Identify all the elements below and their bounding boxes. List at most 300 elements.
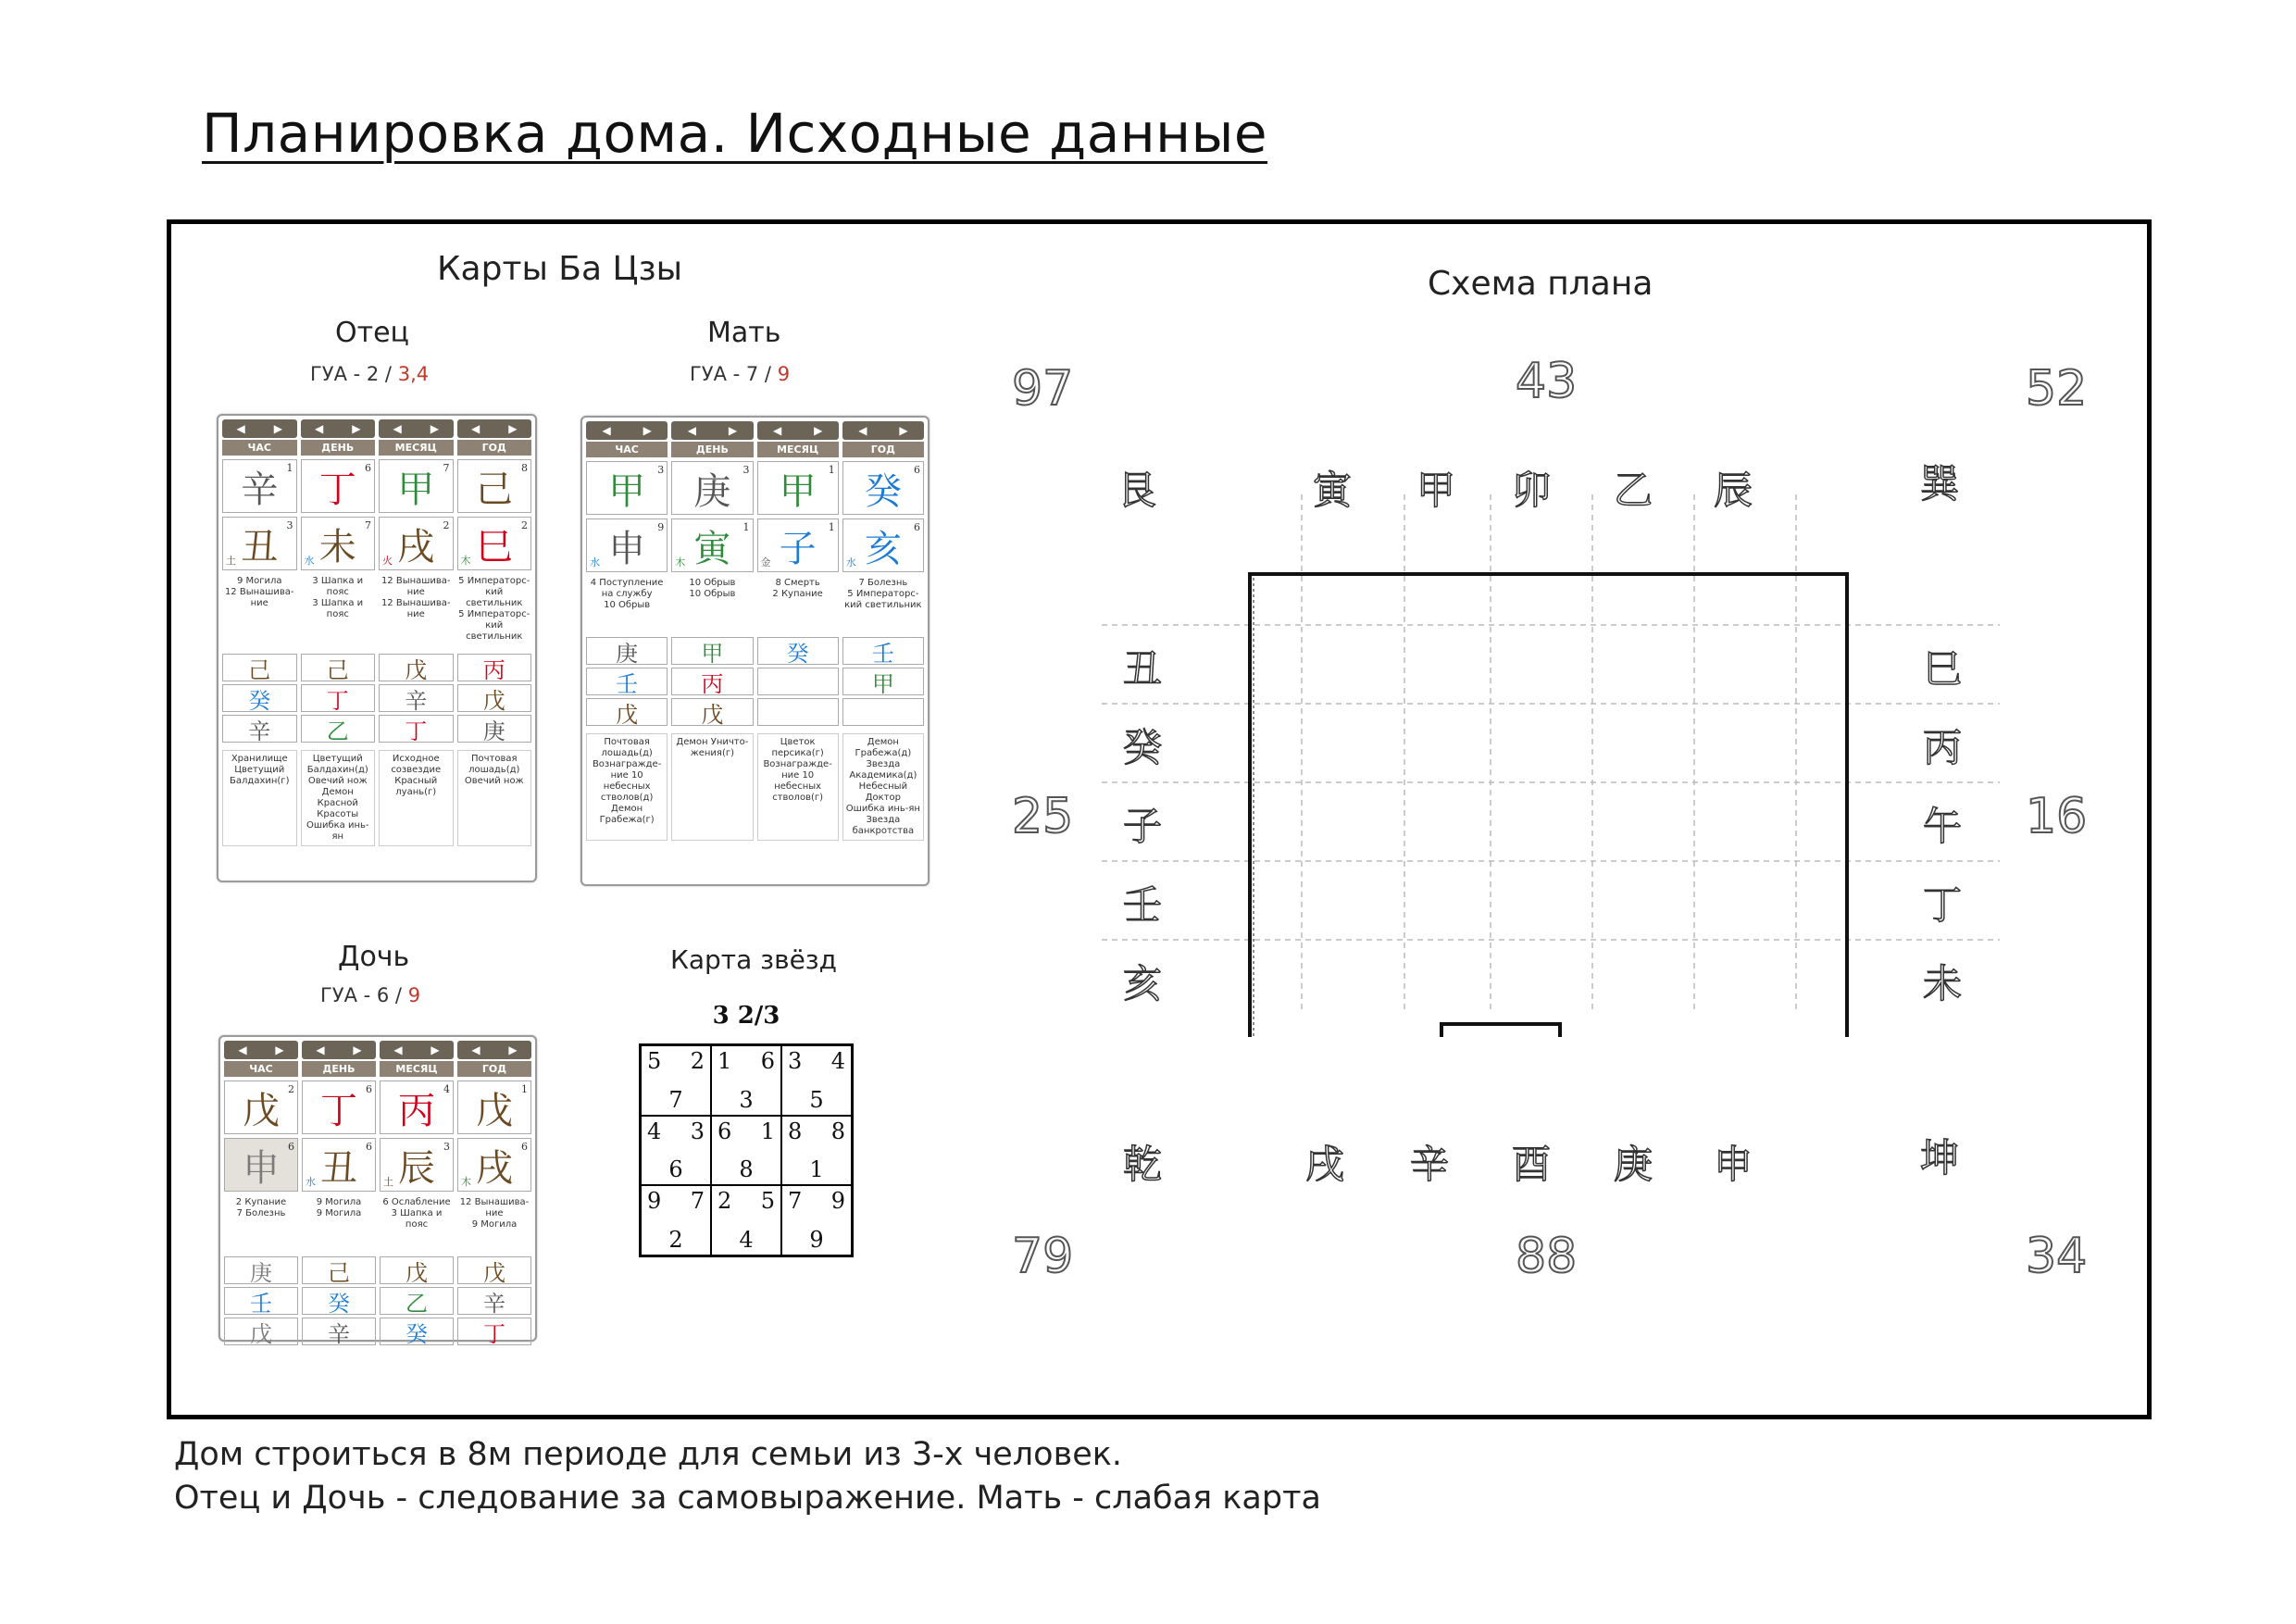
star-map-cell <box>711 1185 781 1255</box>
hidden-stem: 戊 <box>457 1256 531 1284</box>
hidden-stem: 壬 <box>842 637 924 665</box>
hidden-stem: 戊 <box>379 654 454 681</box>
nav-arrows <box>224 1041 298 1059</box>
plan-left-label: 癸 <box>1123 725 1163 770</box>
heavenly-stem <box>222 459 297 513</box>
star-number-tl: 5 <box>647 1048 662 1074</box>
pillar-column <box>457 459 532 644</box>
nav-arrows <box>301 419 376 438</box>
house-outline <box>1250 574 1847 1037</box>
hidden-stem <box>842 698 924 726</box>
branch-number: 6 <box>288 1141 294 1153</box>
next-arrow-icon[interactable]: ▶ <box>273 422 282 435</box>
life-stage-note: 12 Вынашива- ние 12 Вынашива- ние <box>381 576 451 619</box>
heavenly-stem <box>301 459 376 513</box>
star-map-cell <box>641 1116 711 1186</box>
branch-glyph: 亥 <box>864 527 902 570</box>
stem-glyph: 丁 <box>318 468 356 511</box>
symbolic-star-list: Демон Уничто- жения(г) <box>671 733 753 841</box>
branch-glyph: 丑 <box>241 525 279 568</box>
star-number-tl: 1 <box>718 1048 732 1074</box>
star-number-tr: 3 <box>690 1118 705 1144</box>
earthly-branch <box>842 518 924 572</box>
stem-glyph: 戊 <box>476 1089 513 1132</box>
stem-glyph: 甲 <box>397 468 435 511</box>
next-arrow-icon[interactable]: ▶ <box>352 422 361 435</box>
pillar-headers <box>582 440 928 459</box>
bazi-card-daughter <box>218 1035 537 1347</box>
plan-bottom-label: 坤 <box>1920 1135 1960 1181</box>
star-number-bc: 3 <box>739 1086 754 1113</box>
heavenly-stem <box>671 461 753 515</box>
nav-arrows <box>671 421 753 440</box>
pillar-column <box>301 459 376 644</box>
hidden-stem-column <box>380 1256 454 1345</box>
next-arrow-icon[interactable]: ▶ <box>275 1043 284 1056</box>
hidden-stem: 壬 <box>586 668 668 695</box>
plan-top-label: 巽 <box>1920 461 1960 506</box>
plan-bottom-label: 辛 <box>1410 1142 1450 1187</box>
hidden-stem-column <box>457 654 532 743</box>
father-gua <box>310 363 429 385</box>
branch-glyph: 子 <box>779 527 817 570</box>
hidden-stem: 丁 <box>457 1318 531 1345</box>
hidden-stem: 癸 <box>380 1318 454 1345</box>
next-arrow-icon[interactable]: ▶ <box>643 424 652 437</box>
symbolic-star-list: Цветок персика(г) Вознагражде- ние 10 небесных стволов(г) <box>757 733 839 841</box>
star-number-tl: 4 <box>647 1118 662 1144</box>
earthly-branch <box>224 1138 298 1192</box>
gua-red-value: 9 <box>777 363 791 385</box>
hidden-stem: 丁 <box>379 715 454 743</box>
life-stage-note: 9 Могила 9 Могила <box>316 1197 362 1218</box>
plan-bottom-label: 戌 <box>1305 1142 1345 1187</box>
gua-value: ГУА - 6 / <box>320 984 403 1006</box>
prev-arrow-icon[interactable]: ◀ <box>471 422 480 435</box>
prev-arrow-icon[interactable]: ◀ <box>471 1043 480 1056</box>
nav-arrows <box>757 421 839 440</box>
stem-number: 3 <box>657 464 665 476</box>
stem-glyph: 戊 <box>243 1089 280 1132</box>
star-map-cell <box>711 1045 781 1116</box>
branch-glyph: 戌 <box>397 525 435 568</box>
branch-element: 木 <box>675 556 686 568</box>
pillar-column <box>224 1081 298 1247</box>
earthly-branch <box>457 517 532 570</box>
prev-arrow-icon[interactable]: ◀ <box>687 424 696 437</box>
pillar-header: ГОД <box>457 440 532 456</box>
hidden-stem-column <box>224 1256 298 1345</box>
hidden-stem: 辛 <box>379 684 454 712</box>
earthly-branch <box>586 518 668 572</box>
next-arrow-icon[interactable]: ▶ <box>353 1043 362 1056</box>
footer-line-2: Отец и Дочь - следование за самовыражение. Мать - слабая карта <box>174 1480 1321 1517</box>
nav-arrows <box>222 419 297 438</box>
heavenly-stem <box>457 1081 531 1134</box>
prev-arrow-icon[interactable]: ◀ <box>393 422 402 435</box>
star-number-tr: 8 <box>830 1118 845 1144</box>
gua-value: ГУА - 7 / <box>690 363 772 385</box>
branch-number: 1 <box>742 521 750 533</box>
hidden-stem-column <box>671 637 753 726</box>
branch-number: 3 <box>443 1141 450 1153</box>
plan-left-label: 子 <box>1123 804 1163 849</box>
branch-glyph: 申 <box>608 527 646 570</box>
stem-glyph: 丁 <box>320 1089 357 1132</box>
pillar-header: ДЕНЬ <box>302 1061 376 1077</box>
plan-top-label: 辰 <box>1714 468 1753 513</box>
pillar-header: ДЕНЬ <box>671 442 753 457</box>
life-stage-note: 8 Смерть 2 Купание <box>772 578 823 599</box>
hidden-stem: 己 <box>301 654 376 681</box>
plan-grid <box>1092 481 2009 1037</box>
branch-number: 7 <box>365 519 371 531</box>
branch-element: 水 <box>306 1176 316 1188</box>
star-map-cell <box>641 1045 711 1116</box>
star-map-cell <box>641 1185 711 1255</box>
father-label: Отец <box>335 317 409 349</box>
hidden-stem: 庚 <box>586 637 668 665</box>
plan-title: Схема плана <box>1428 265 1653 303</box>
pillars <box>220 1079 535 1249</box>
life-stage-note: 10 Обрыв 10 Обрыв <box>689 578 736 599</box>
hidden-stem: 辛 <box>457 1287 531 1315</box>
earthly-branch <box>302 1138 376 1192</box>
branch-number: 3 <box>286 519 293 531</box>
star-number-bc: 8 <box>739 1156 754 1183</box>
star-number-tr: 7 <box>690 1188 705 1215</box>
gua-red-value: 9 <box>407 984 421 1006</box>
pillar-header: МЕСЯЦ <box>379 440 454 456</box>
star-map-cell <box>781 1185 852 1255</box>
hidden-stem: 癸 <box>222 684 297 712</box>
symbolic-star-list: Демон Грабежа(д) Звезда Академика(д) Небесный Доктор Ошибка инь-ян Звезда банкротства <box>842 733 924 841</box>
nav-arrows <box>457 419 532 438</box>
life-stage-note: 3 Шапка и пояс 3 Шапка и пояс <box>312 576 364 619</box>
star-number-bc: 4 <box>739 1226 754 1253</box>
gua-red-value: 3,4 <box>397 363 430 385</box>
star-number-bc: 7 <box>668 1086 683 1113</box>
star-number-tr: 4 <box>830 1048 845 1074</box>
heavenly-stem <box>757 461 839 515</box>
hidden-stem-column <box>842 637 924 726</box>
life-stage-note: 7 Болезнь 5 Императорс- кий светильник <box>844 578 922 610</box>
next-arrow-icon[interactable]: ▶ <box>430 1043 440 1056</box>
heavenly-stem <box>380 1081 454 1134</box>
pillar-column <box>671 461 753 628</box>
prev-arrow-icon[interactable]: ◀ <box>238 1043 247 1056</box>
hidden-stem: 己 <box>222 654 297 681</box>
pillar-headers <box>220 1059 535 1079</box>
pillar-header: ГОД <box>842 442 924 457</box>
bazi-card-mother <box>580 416 930 886</box>
life-stage-note: 6 Ослабление 3 Шапка и пояс <box>382 1197 451 1230</box>
plan-right-label: 午 <box>1923 804 1963 849</box>
next-arrow-icon[interactable]: ▶ <box>430 422 439 435</box>
symbolic-star-list: Хранилище Цветущий Балдахин(г) <box>222 750 297 846</box>
card-nav <box>582 418 928 440</box>
life-stage-note: 12 Вынашива- ние 9 Могила <box>459 1197 530 1230</box>
star-map-header: 3 2/3 <box>712 1002 780 1030</box>
life-stage-note: 5 Императорс- кий светильник 5 Императорс- кий светильник <box>458 576 530 642</box>
hidden-stems <box>582 630 928 728</box>
pillars <box>582 459 928 630</box>
bazi-section-title: Карты Ба Цзы <box>437 250 683 288</box>
symbolic-stars <box>582 728 928 846</box>
stem-glyph: 己 <box>475 468 513 511</box>
hidden-stem-column <box>222 654 297 743</box>
hidden-stem <box>757 668 839 695</box>
stem-number: 7 <box>443 462 450 474</box>
mother-label: Мать <box>707 317 781 349</box>
hidden-stem: 丁 <box>301 684 376 712</box>
branch-element: 土 <box>383 1176 393 1188</box>
hidden-stem: 戊 <box>586 698 668 726</box>
pillars <box>218 457 535 646</box>
hidden-stem-column <box>457 1256 531 1345</box>
hidden-stem-column <box>302 1256 376 1345</box>
plan-top-label: 乙 <box>1614 468 1653 513</box>
prev-arrow-icon[interactable]: ◀ <box>858 424 867 437</box>
plan-right-label: 巳 <box>1923 646 1963 692</box>
plan-number-sw: 79 <box>1012 1229 1074 1284</box>
hidden-stem: 己 <box>302 1256 376 1284</box>
life-stage-note: 4 Поступление на службу 10 Обрыв <box>590 578 664 610</box>
star-number-bc: 6 <box>668 1156 683 1183</box>
hidden-stem: 癸 <box>757 637 839 665</box>
branch-number: 1 <box>828 521 835 533</box>
prev-arrow-icon[interactable]: ◀ <box>772 424 782 437</box>
card-nav <box>220 1037 535 1059</box>
nav-arrows <box>457 1041 531 1059</box>
star-number-tl: 2 <box>718 1188 732 1215</box>
star-number-tl: 7 <box>788 1188 803 1215</box>
star-map-cell <box>781 1116 852 1186</box>
prev-arrow-icon[interactable]: ◀ <box>236 422 245 435</box>
nav-arrows <box>380 1041 454 1059</box>
card-nav <box>218 416 535 438</box>
hidden-stem-column <box>757 637 839 726</box>
pillar-column <box>380 1081 454 1247</box>
symbolic-stars <box>218 744 535 852</box>
stem-number: 1 <box>286 462 293 474</box>
heavenly-stem <box>842 461 924 515</box>
star-map-cell <box>781 1045 852 1116</box>
star-number-bc: 9 <box>809 1226 824 1253</box>
plan-right-label: 未 <box>1923 961 1963 1006</box>
earthly-branch <box>457 1138 531 1192</box>
hidden-stem: 戊 <box>380 1256 454 1284</box>
star-map-title: Карта звёзд <box>670 944 838 975</box>
heavenly-stem <box>224 1081 298 1134</box>
branch-number: 6 <box>914 521 920 533</box>
daughter-label: Дочь <box>338 941 410 973</box>
hidden-stem: 辛 <box>302 1318 376 1345</box>
next-arrow-icon[interactable]: ▶ <box>508 1043 518 1056</box>
plan-bottom-label: 申 <box>1714 1142 1753 1187</box>
life-stage-note: 2 Купание 7 Болезнь <box>235 1197 287 1218</box>
plan-bottom-label: 庚 <box>1614 1142 1653 1187</box>
hidden-stem <box>757 698 839 726</box>
hidden-stems <box>220 1249 535 1347</box>
heavenly-stem <box>586 461 668 515</box>
pillar-column <box>586 461 668 628</box>
stem-glyph: 庚 <box>693 469 731 513</box>
star-number-bc: 2 <box>668 1226 683 1253</box>
next-arrow-icon[interactable]: ▶ <box>728 424 738 437</box>
life-stage-note: 9 Могила 12 Вынашива- ние <box>224 576 294 608</box>
star-number-tr: 9 <box>830 1188 845 1215</box>
daughter-gua <box>320 984 420 1006</box>
pillar-header: МЕСЯЦ <box>380 1061 454 1077</box>
star-number-bc: 1 <box>809 1156 824 1183</box>
hidden-stem: 戊 <box>671 698 753 726</box>
pillar-column <box>222 459 297 644</box>
plan-number-s: 88 <box>1516 1229 1578 1284</box>
star-number-tl: 3 <box>788 1048 803 1074</box>
stem-glyph: 丙 <box>398 1089 435 1132</box>
branch-element: 火 <box>382 555 393 567</box>
plan-right-label: 丙 <box>1923 725 1963 770</box>
pillar-column <box>842 461 924 628</box>
plan-bottom-label: 酉 <box>1512 1142 1552 1187</box>
stem-glyph: 癸 <box>864 469 902 513</box>
next-arrow-icon[interactable]: ▶ <box>814 424 823 437</box>
pillar-column <box>457 1081 531 1247</box>
branch-element: 土 <box>226 555 236 567</box>
branch-number: 6 <box>521 1141 528 1153</box>
branch-number: 6 <box>366 1141 372 1153</box>
stem-number: 1 <box>521 1083 528 1095</box>
stem-number: 6 <box>365 462 371 474</box>
plan-left-label: 壬 <box>1123 882 1163 928</box>
stem-number: 6 <box>914 464 920 476</box>
footer-note <box>174 1433 1321 1520</box>
branch-element: 水 <box>304 555 315 567</box>
star-number-tl: 9 <box>647 1188 662 1215</box>
pillar-header: ЧАС <box>222 440 297 456</box>
pillar-header: ЧАС <box>224 1061 298 1077</box>
prev-arrow-icon[interactable]: ◀ <box>315 422 324 435</box>
plan-top-label: 艮 <box>1117 468 1157 513</box>
hidden-stem: 戊 <box>224 1318 298 1345</box>
hidden-stem-column <box>301 654 376 743</box>
heavenly-stem <box>379 459 454 513</box>
plan-number-ne: 52 <box>2026 361 2088 417</box>
pillar-column <box>757 461 839 628</box>
stem-number: 3 <box>742 464 750 476</box>
nav-arrows <box>302 1041 376 1059</box>
branch-glyph: 丑 <box>320 1146 357 1190</box>
hidden-stem: 丙 <box>671 668 753 695</box>
stem-number: 1 <box>828 464 835 476</box>
earthly-branch <box>380 1138 454 1192</box>
hidden-stem: 庚 <box>224 1256 298 1284</box>
branch-element: 木 <box>461 1176 471 1188</box>
plan-top-label: 卯 <box>1512 468 1552 513</box>
star-number-tl: 6 <box>718 1118 732 1144</box>
plan-left-label: 亥 <box>1123 961 1163 1006</box>
hidden-stem: 乙 <box>301 715 376 743</box>
nav-arrows <box>842 421 924 440</box>
nav-arrows <box>586 421 668 440</box>
star-number-bc: 5 <box>809 1086 824 1113</box>
branch-glyph: 巳 <box>475 525 513 568</box>
pillar-header: МЕСЯЦ <box>757 442 839 457</box>
earthly-branch <box>671 518 753 572</box>
plan-right-label: 丁 <box>1923 882 1963 928</box>
pillar-header: ДЕНЬ <box>301 440 376 456</box>
page-title: Планировка дома. Исходные данные <box>202 102 1268 165</box>
hidden-stems <box>218 646 535 744</box>
plan-top-label: 甲 <box>1416 468 1456 513</box>
branch-number: 2 <box>521 519 528 531</box>
stem-glyph: 甲 <box>608 469 646 513</box>
plan-number-e: 16 <box>2026 789 2088 844</box>
branch-glyph: 未 <box>318 525 356 568</box>
star-number-tr: 2 <box>690 1048 705 1074</box>
mother-gua <box>690 363 790 385</box>
earthly-branch <box>379 517 454 570</box>
branch-glyph: 寅 <box>693 527 731 570</box>
star-number-tl: 8 <box>788 1118 803 1144</box>
heavenly-stem <box>457 459 532 513</box>
symbolic-star-list: Цветущий Балдахин(д) Овечий нож Демон Красной Красоты Ошибка инь-ян <box>301 750 376 846</box>
branch-glyph: 戌 <box>476 1146 513 1190</box>
hidden-stem: 壬 <box>224 1287 298 1315</box>
branch-glyph: 辰 <box>398 1146 435 1190</box>
next-arrow-icon[interactable]: ▶ <box>899 424 908 437</box>
pillar-header: ГОД <box>457 1061 531 1077</box>
symbolic-star-list: Почтовая лошадь(д) Вознагражде- ние 10 небесных стволов(д) Демон Грабежа(г) <box>586 733 668 841</box>
plan-top-label: 寅 <box>1313 468 1353 513</box>
gua-value: ГУА - 2 / <box>310 363 393 385</box>
earthly-branch <box>757 518 839 572</box>
branch-glyph: 申 <box>243 1146 280 1190</box>
plan-number-n: 43 <box>1516 354 1578 409</box>
hidden-stem: 癸 <box>302 1287 376 1315</box>
pillar-column <box>379 459 454 644</box>
hidden-stem: 甲 <box>671 637 753 665</box>
star-number-tr: 6 <box>760 1048 775 1074</box>
plan-left-label: 丑 <box>1123 646 1163 692</box>
pillar-header: ЧАС <box>586 442 668 457</box>
stem-number: 8 <box>521 462 528 474</box>
stem-number: 4 <box>443 1083 450 1095</box>
pillar-headers <box>218 438 535 457</box>
prev-arrow-icon[interactable]: ◀ <box>393 1043 403 1056</box>
prev-arrow-icon[interactable]: ◀ <box>602 424 611 437</box>
nav-arrows <box>379 419 454 438</box>
hidden-stem: 丙 <box>457 654 532 681</box>
hidden-stem: 甲 <box>842 668 924 695</box>
earthly-branch <box>222 517 297 570</box>
star-map-cell <box>711 1116 781 1186</box>
hidden-stem-column <box>586 637 668 726</box>
stem-number: 2 <box>288 1083 294 1095</box>
next-arrow-icon[interactable]: ▶ <box>508 422 518 435</box>
prev-arrow-icon[interactable]: ◀ <box>316 1043 325 1056</box>
star-number-tr: 1 <box>760 1118 775 1144</box>
star-number-tr: 5 <box>760 1188 775 1215</box>
symbolic-star-list: Исходное созвездие Красный луань(г) <box>379 750 454 846</box>
plan-number-se: 34 <box>2026 1229 2088 1284</box>
star-map-grid <box>639 1043 854 1257</box>
branch-number: 2 <box>443 519 450 531</box>
hidden-stem: 乙 <box>380 1287 454 1315</box>
stem-glyph: 甲 <box>779 469 817 513</box>
plan-number-w: 25 <box>1012 789 1074 844</box>
